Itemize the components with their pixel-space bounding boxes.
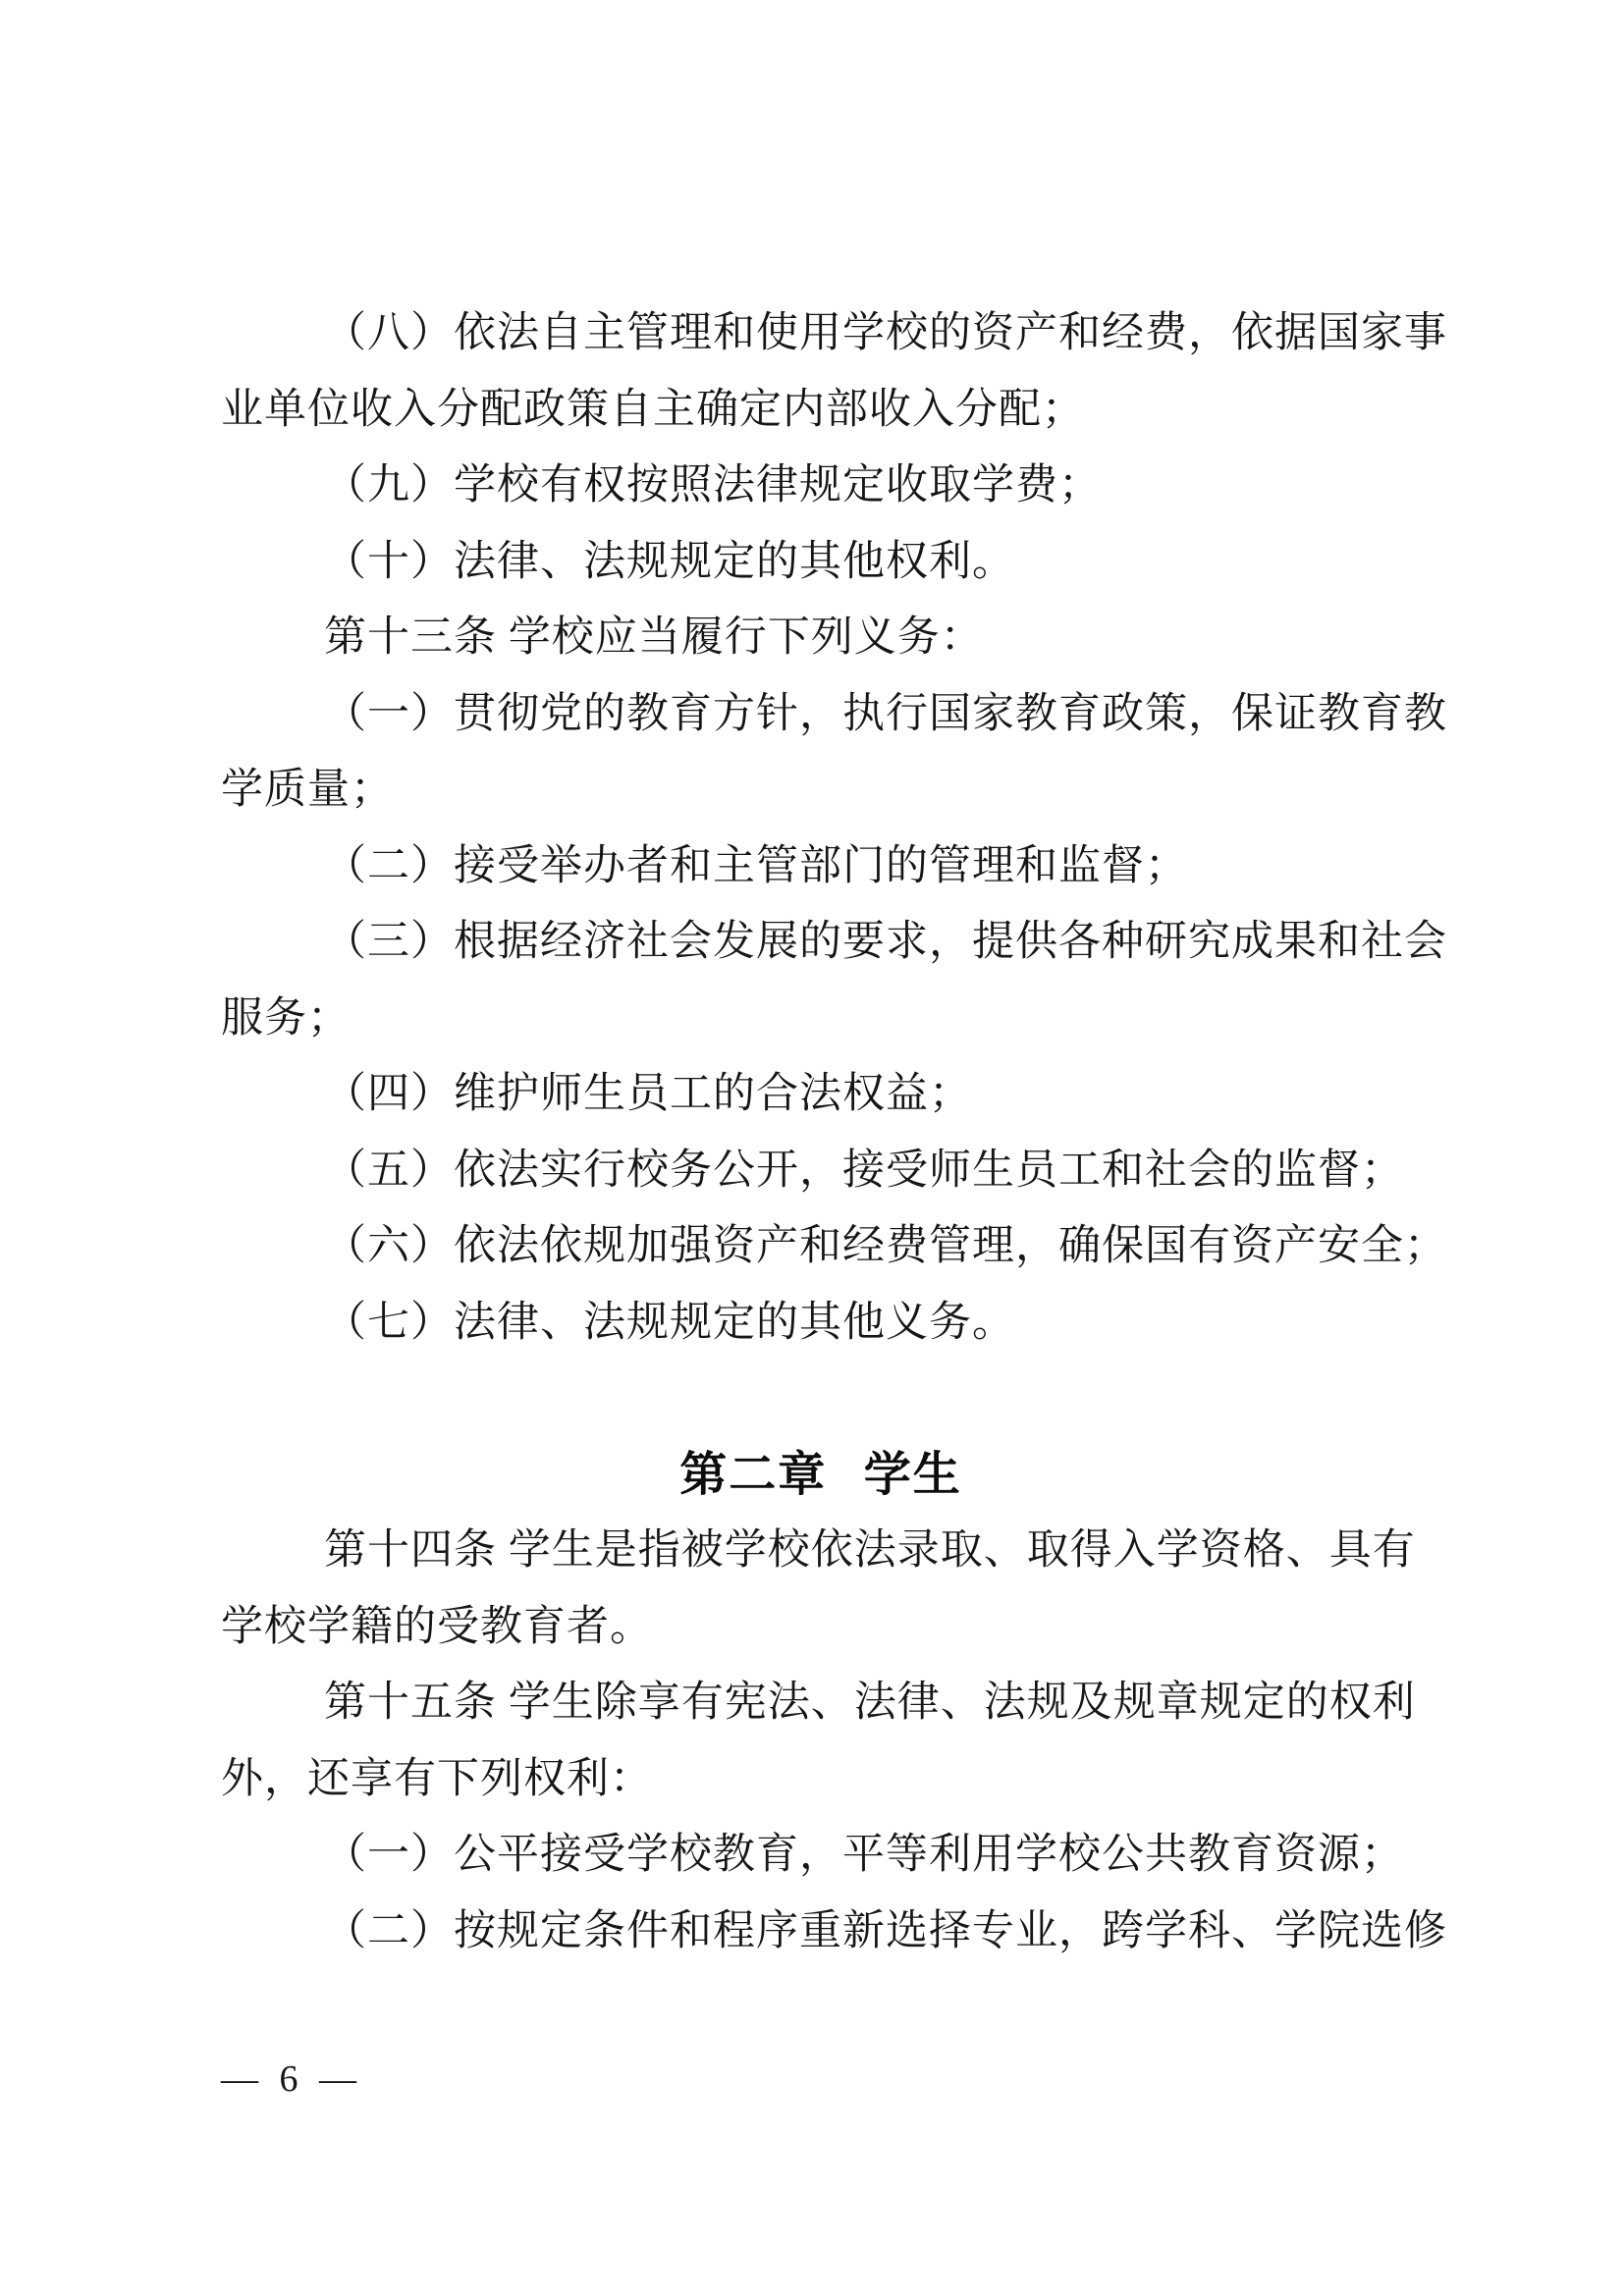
doc-line: （六）依法依规加强资产和经费管理，确保国有资产安全； [324, 1223, 1447, 1269]
chapter-heading: 第二章 学生 [679, 1446, 962, 1502]
doc-line: 第十四条 学生是指被学校依法录取、取得入学资格、具有 [324, 1527, 1416, 1574]
page-number: — 6 — [221, 2058, 362, 2100]
doc-line: （二）接受举办者和主管部门的管理和监督； [324, 842, 1188, 889]
page-content [221, 295, 1447, 1969]
doc-line: （十）法律、法规规定的其他权利。 [324, 538, 1015, 585]
doc-line: 服务； [221, 994, 351, 1041]
doc-line: （三）根据经济社会发展的要求，提供各种研究成果和社会 [324, 919, 1447, 965]
doc-line: （九）学校有权按照法律规定收取学费； [324, 462, 1102, 508]
doc-line: （一）贯彻党的教育方针，执行国家教育政策，保证教育教 [324, 690, 1447, 737]
doc-line: 业单位收入分配政策自主确定内部收入分配； [221, 386, 1085, 433]
doc-line: 外，还享有下列权利： [221, 1755, 653, 1802]
doc-line: （七）法律、法规规定的其他义务。 [324, 1299, 1015, 1346]
doc-line: 学质量； [221, 767, 394, 813]
doc-line: 第十五条 学生除享有宪法、法律、法规及规章规定的权利 [324, 1680, 1416, 1726]
doc-line: （二）按规定条件和程序重新选择专业，跨学科、学院选修 [324, 1907, 1447, 1954]
doc-line: （五）依法实行校务公开，接受师生员工和社会的监督； [324, 1147, 1404, 1194]
doc-line: （八）依法自主管理和使用学校的资产和经费，依据国家事 [324, 310, 1447, 356]
doc-line: （四）维护师生员工的合法权益； [324, 1071, 972, 1117]
doc-line: 第十三条 学校应当履行下列义务： [324, 614, 984, 661]
doc-line: 学校学籍的受教育者。 [221, 1603, 653, 1650]
doc-line: （一）公平接受学校教育，平等利用学校公共教育资源； [324, 1832, 1404, 1878]
